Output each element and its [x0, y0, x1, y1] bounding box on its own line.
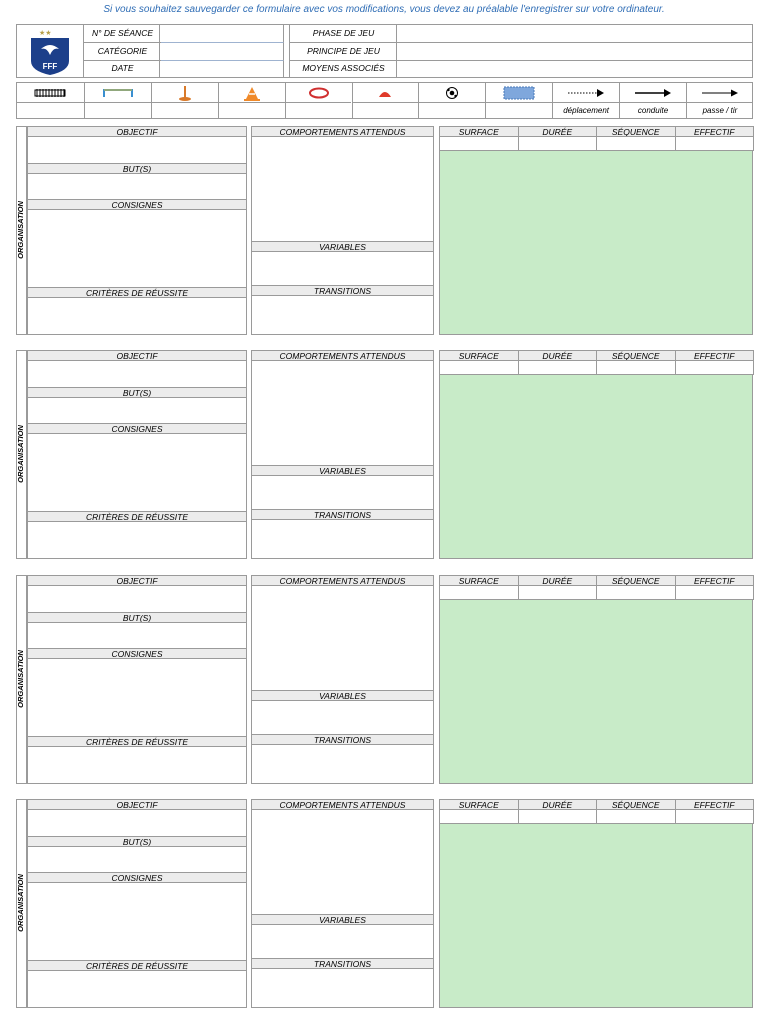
legend-cell: [285, 83, 352, 118]
headcount-label: EFFECTIF: [675, 575, 755, 586]
legend-input[interactable]: [152, 103, 218, 118]
legend-input[interactable]: [286, 103, 352, 118]
sequence-label: SÉQUENCE: [596, 350, 676, 361]
variables-field[interactable]: [251, 251, 434, 286]
variables-label: VARIABLES: [251, 914, 434, 925]
goals-field[interactable]: [27, 846, 247, 873]
legend-input[interactable]: [17, 103, 84, 118]
legend-input[interactable]: [353, 103, 419, 118]
game-principle-label: PRINCIPE DE JEU: [290, 43, 397, 61]
variables-label: VARIABLES: [251, 465, 434, 476]
goals-field[interactable]: [27, 173, 247, 200]
sequence-label: SÉQUENCE: [596, 575, 676, 586]
transitions-field[interactable]: [251, 519, 434, 559]
variables-field[interactable]: [251, 475, 434, 510]
legend-cell: [352, 83, 419, 118]
logo: [23, 27, 77, 75]
save-notice: Si vous souhaitez sauvegarder ce formulaire avec vos modifications, vous devez au préalable l'enregistrer sur votre ordinateur.: [103, 4, 665, 15]
hurdle-icon: [17, 83, 84, 103]
duration-label: DURÉE: [518, 350, 598, 361]
surface-label: SURFACE: [439, 799, 519, 810]
transitions-field[interactable]: [251, 968, 434, 1008]
transitions-label: TRANSITIONS: [251, 734, 434, 745]
success-criteria-field[interactable]: [27, 970, 247, 1008]
surface-field[interactable]: [439, 136, 519, 151]
transitions-label: TRANSITIONS: [251, 509, 434, 520]
objective-label: OBJECTIF: [27, 350, 247, 361]
legend-input[interactable]: [219, 103, 285, 118]
legend-arrow-label: conduite: [637, 106, 669, 115]
instructions-field[interactable]: [27, 658, 247, 737]
sequence-label: SÉQUENCE: [596, 126, 676, 137]
logo-text: FFF: [42, 62, 58, 71]
headcount-field[interactable]: [675, 585, 755, 600]
game-phase-field[interactable]: [397, 25, 752, 43]
cone-icon: [219, 83, 285, 103]
expected-behaviors-field[interactable]: [251, 360, 434, 466]
headcount-field[interactable]: [675, 809, 755, 824]
legend-cell: [84, 83, 151, 118]
legend-cell: [552, 83, 619, 118]
session-block: [0, 126, 768, 336]
headcount-field[interactable]: [675, 136, 755, 151]
goals-label: BUT(S): [27, 163, 247, 174]
objective-label: OBJECTIF: [27, 799, 247, 810]
instructions-label: CONSIGNES: [27, 423, 247, 434]
success-criteria-label: CRITÈRES DE RÉUSSITE: [27, 287, 247, 298]
goal-icon: [85, 83, 151, 103]
headcount-label: EFFECTIF: [675, 126, 755, 137]
date-field[interactable]: [161, 61, 284, 77]
headcount-field[interactable]: [675, 360, 755, 375]
legend-cell: [17, 83, 84, 118]
associated-means-label: MOYENS ASSOCIÉS: [302, 63, 385, 73]
legend-arrow-label: déplacement: [563, 106, 610, 115]
expected-behaviors-label: COMPORTEMENTS ATTENDUS: [251, 575, 434, 586]
game-phase-label: PHASE DE JEU: [290, 25, 397, 43]
headcount-label: EFFECTIF: [675, 350, 755, 361]
surface-label: SURFACE: [439, 126, 519, 137]
headcount-label: EFFECTIF: [675, 799, 755, 810]
duration-field[interactable]: [518, 809, 598, 824]
header-box: [16, 24, 753, 78]
success-criteria-field[interactable]: [27, 521, 247, 559]
instructions-field[interactable]: [27, 433, 247, 512]
sequence-label: SÉQUENCE: [596, 799, 676, 810]
category-label: CATÉGORIE: [84, 43, 161, 61]
objective-label: OBJECTIF: [27, 575, 247, 586]
duration-label: DURÉE: [518, 126, 598, 137]
expected-behaviors-field[interactable]: [251, 809, 434, 915]
objective-field[interactable]: [27, 585, 247, 613]
sequence-field[interactable]: [596, 136, 676, 151]
surface-label: SURFACE: [439, 575, 519, 586]
instructions-field[interactable]: [27, 209, 247, 288]
session-block: [0, 350, 768, 560]
legend-input[interactable]: [486, 103, 552, 118]
expected-behaviors-field[interactable]: [251, 585, 434, 691]
organisation-label: ORGANISATION: [16, 201, 25, 259]
legend-bar: [16, 82, 753, 119]
category-field[interactable]: [161, 43, 284, 61]
hoop-icon: [286, 83, 352, 103]
success-criteria-field[interactable]: [27, 746, 247, 784]
variables-field[interactable]: [251, 924, 434, 959]
solid-arrow-icon: [620, 83, 686, 103]
game-principle-field[interactable]: [397, 43, 752, 61]
transitions-field[interactable]: [251, 295, 434, 335]
legend-cell: [151, 83, 218, 118]
flat-cone-icon: [353, 83, 419, 103]
duration-field[interactable]: [518, 136, 598, 151]
legend-cell: [485, 83, 552, 118]
success-criteria-label: CRITÈRES DE RÉUSSITE: [27, 736, 247, 747]
variables-label: VARIABLES: [251, 241, 434, 252]
fff-logo-icon: [23, 27, 77, 77]
zone-icon: [486, 83, 552, 103]
duration-label: DURÉE: [518, 799, 598, 810]
legend-arrow-label: passe / tir: [702, 106, 738, 115]
pitch-diagram-area[interactable]: [439, 150, 753, 335]
success-criteria-field[interactable]: [27, 297, 247, 335]
expected-behaviors-field[interactable]: [251, 136, 434, 242]
duration-label: DURÉE: [518, 575, 598, 586]
instructions-label: CONSIGNES: [27, 648, 247, 659]
sequence-field[interactable]: [596, 360, 676, 375]
transitions-label: TRANSITIONS: [251, 285, 434, 296]
duration-field[interactable]: [518, 360, 598, 375]
legend-cell: [418, 83, 485, 118]
organisation-label: ORGANISATION: [16, 650, 25, 708]
organisation-label: ORGANISATION: [16, 425, 25, 483]
objective-field[interactable]: [27, 360, 247, 388]
legend-cell: [686, 83, 753, 118]
variables-field[interactable]: [251, 700, 434, 735]
dotted-arrow-icon: [553, 83, 619, 103]
success-criteria-label: CRITÈRES DE RÉUSSITE: [27, 511, 247, 522]
svg-text:★★: ★★: [39, 29, 52, 37]
date-label: DATE: [111, 63, 134, 73]
goals-label: BUT(S): [27, 612, 247, 623]
variables-label: VARIABLES: [251, 690, 434, 701]
surface-label: SURFACE: [439, 350, 519, 361]
session-number-label: N° DE SÉANCE: [84, 25, 161, 43]
associated-means-field[interactable]: [397, 61, 752, 77]
organisation-label: ORGANISATION: [16, 874, 25, 932]
surface-field[interactable]: [439, 360, 519, 375]
goals-label: BUT(S): [27, 836, 247, 847]
surface-field[interactable]: [439, 809, 519, 824]
legend-input[interactable]: [85, 103, 151, 118]
legend-cell: [619, 83, 686, 118]
success-criteria-label: CRITÈRES DE RÉUSSITE: [27, 960, 247, 971]
sequence-field[interactable]: [596, 585, 676, 600]
pole-icon: [152, 83, 218, 103]
expected-behaviors-label: COMPORTEMENTS ATTENDUS: [251, 799, 434, 810]
instructions-label: CONSIGNES: [27, 199, 247, 210]
header-left-labels: [83, 25, 160, 77]
pitch-diagram-area[interactable]: [439, 823, 753, 1008]
transitions-label: TRANSITIONS: [251, 958, 434, 969]
instructions-field[interactable]: [27, 882, 247, 961]
expected-behaviors-label: COMPORTEMENTS ATTENDUS: [251, 350, 434, 361]
objective-field[interactable]: [27, 809, 247, 837]
surface-field[interactable]: [439, 585, 519, 600]
transitions-field[interactable]: [251, 744, 434, 784]
session-block: [0, 575, 768, 785]
session-block: [0, 799, 768, 1009]
header-right-labels: [289, 25, 397, 77]
legend-cell: [218, 83, 285, 118]
objective-label: OBJECTIF: [27, 126, 247, 137]
thin-arrow-icon: [687, 83, 753, 103]
session-number-field[interactable]: [161, 25, 284, 43]
pitch-diagram-area[interactable]: [439, 599, 753, 784]
goals-field[interactable]: [27, 622, 247, 649]
objective-field[interactable]: [27, 136, 247, 164]
expected-behaviors-label: COMPORTEMENTS ATTENDUS: [251, 126, 434, 137]
pitch-diagram-area[interactable]: [439, 374, 753, 559]
legend-input[interactable]: [419, 103, 485, 118]
instructions-label: CONSIGNES: [27, 872, 247, 883]
duration-field[interactable]: [518, 585, 598, 600]
goals-field[interactable]: [27, 397, 247, 424]
goals-label: BUT(S): [27, 387, 247, 398]
ball-icon: [419, 83, 485, 103]
sequence-field[interactable]: [596, 809, 676, 824]
